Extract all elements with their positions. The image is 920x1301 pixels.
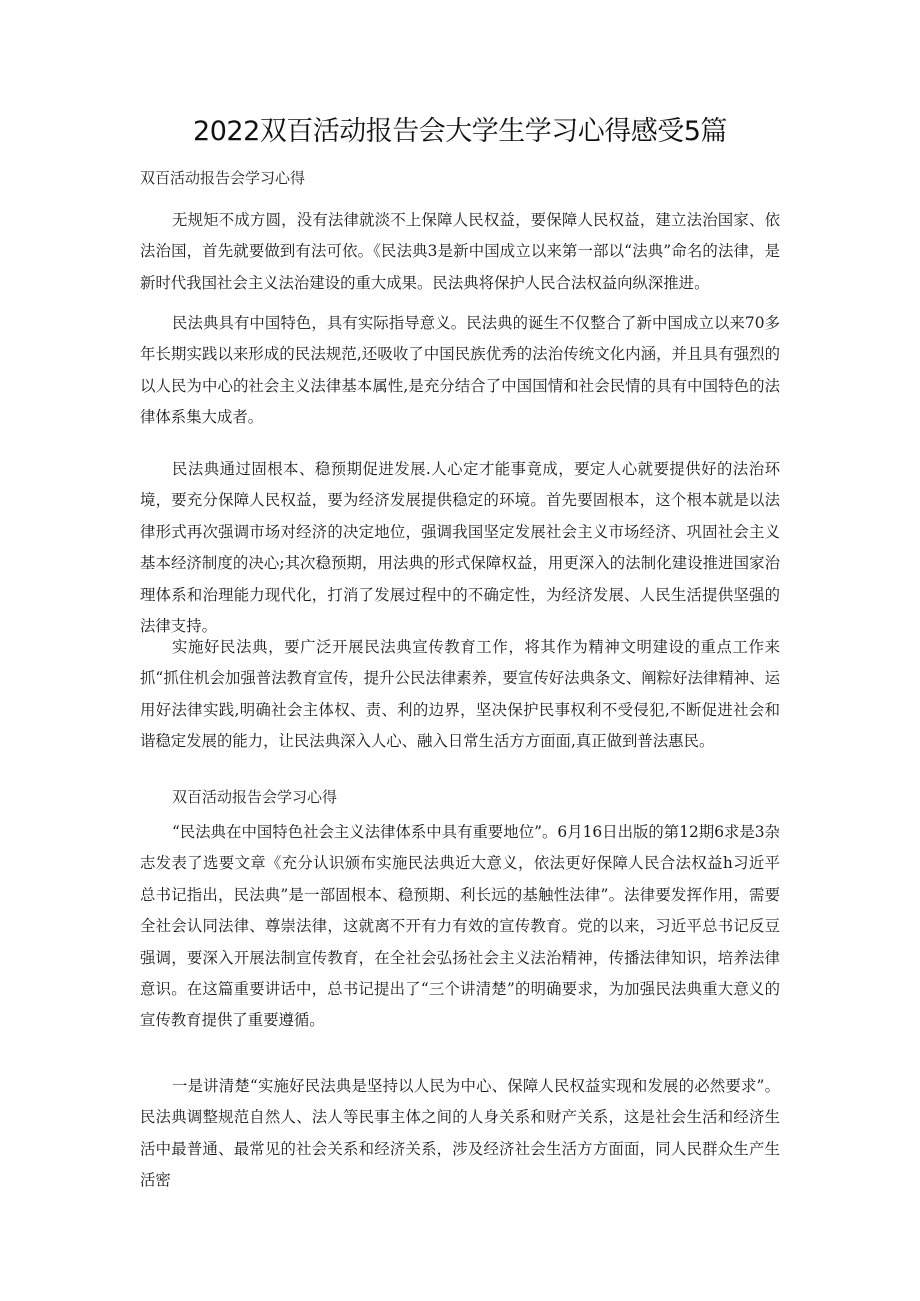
paragraph: 实施好民法典，要广泛开展民法典宣传教育工作，将其作为精神文明建设的重点工作来抓“抓住机会加强普法教育宣传，提升公民法律素养，要宣传好法典条文、阐粽好法律精神、运用好法律实践,明确社会主体权、责、利的边界，坚决保护民事权利不受侵犯,不断促进社会和谐稳定发展的能力，让民法典深入人心、融入日常生活方方面面,真正做到普法惠民。 xyxy=(140,638,780,751)
paragraph: “民法典在中国特色社会主义法律体系中具有重要地位”。6月16日出版的第12期6求是3杂志发表了选要文章《充分认识颁布实施民法典近大意义，依法更好保障人民合法权益h习近平总书记指出，民法典”是一部固根本、稳预期、利长远的基触性法律”。法律要发挥作用，需要全社会认同法律、尊崇法律，这就离不开有力有效的宣传教育。党的以来，习近平总书记反豆强调，要深入开展法制宣传教育，在全社会弘扬社会主义法治精神，传播法律知识，培养法律意识。在这篇重要讲话中，总书记提出了“三个讲清楚”的明确要求，为加强民法典重大意义的宣传教育提供了重要遵循。 xyxy=(140,823,780,1030)
paragraph: 民法典具有中国特色，具有实际指导意义。民法典的诞生不仅整合了新中国成立以来70多年长期实践以来形成的民法规范,还吸收了中国民族优秀的法治传统文化内涵，并且具有强烈的以人民为中心的社会主义法律基本属性,是充分结合了中国国情和社会民情的具有中国特色的法律体系集大成者。 xyxy=(140,314,780,427)
document-title: 2022双百活动报告会大学生学习心得感受5篇 xyxy=(193,116,727,147)
section-heading: 双百活动报告会学习心得 xyxy=(140,169,306,187)
section-heading: 双百活动报告会学习心得 xyxy=(172,788,338,806)
paragraph: 民法典通过固根本、稳预期促进发展.人心定才能事竟成，要定人心就要提供好的法治环境，要充分保障人民权益，要为经济发展提供稳定的环境。首先要固根本，这个根本就是以法律形式再次强调市场对经济的决定地位，强调我国坚定发展社会主义市场经济、巩固社会主义基本经济制度的决心;其次稳预期，用法典的形式保障权益，用更深入的法制化建设推进国家治理体系和治理能力现代化，打消了发展过程中的不确定性，为经济发展、人民生活提供坚强的法律支持。 xyxy=(140,460,780,636)
paragraph: 无规矩不成方圆，没有法律就淡不上保障人民权益，要保障人民权益，建立法治国家、依法治国，首先就要做到有法可依。《民法典3是新中国成立以来第一部以“法典”命名的法律，是新时代我国社会主义法治建设的重大成果。民法典将保护人民合法权益向纵深推进。 xyxy=(140,211,780,292)
paragraph: 一是讲清楚“实施好民法典是坚持以人民为中心、保障人民权益实现和发展的必然要求”。民法典调整规范自然人、法人等民事主体之间的人身关系和财产关系，这是社会生活和经济生活中最普通、最常见的社会关系和经济关系，涉及经济社会生活方方面面，同人民群众生产生活密 xyxy=(140,1077,780,1190)
